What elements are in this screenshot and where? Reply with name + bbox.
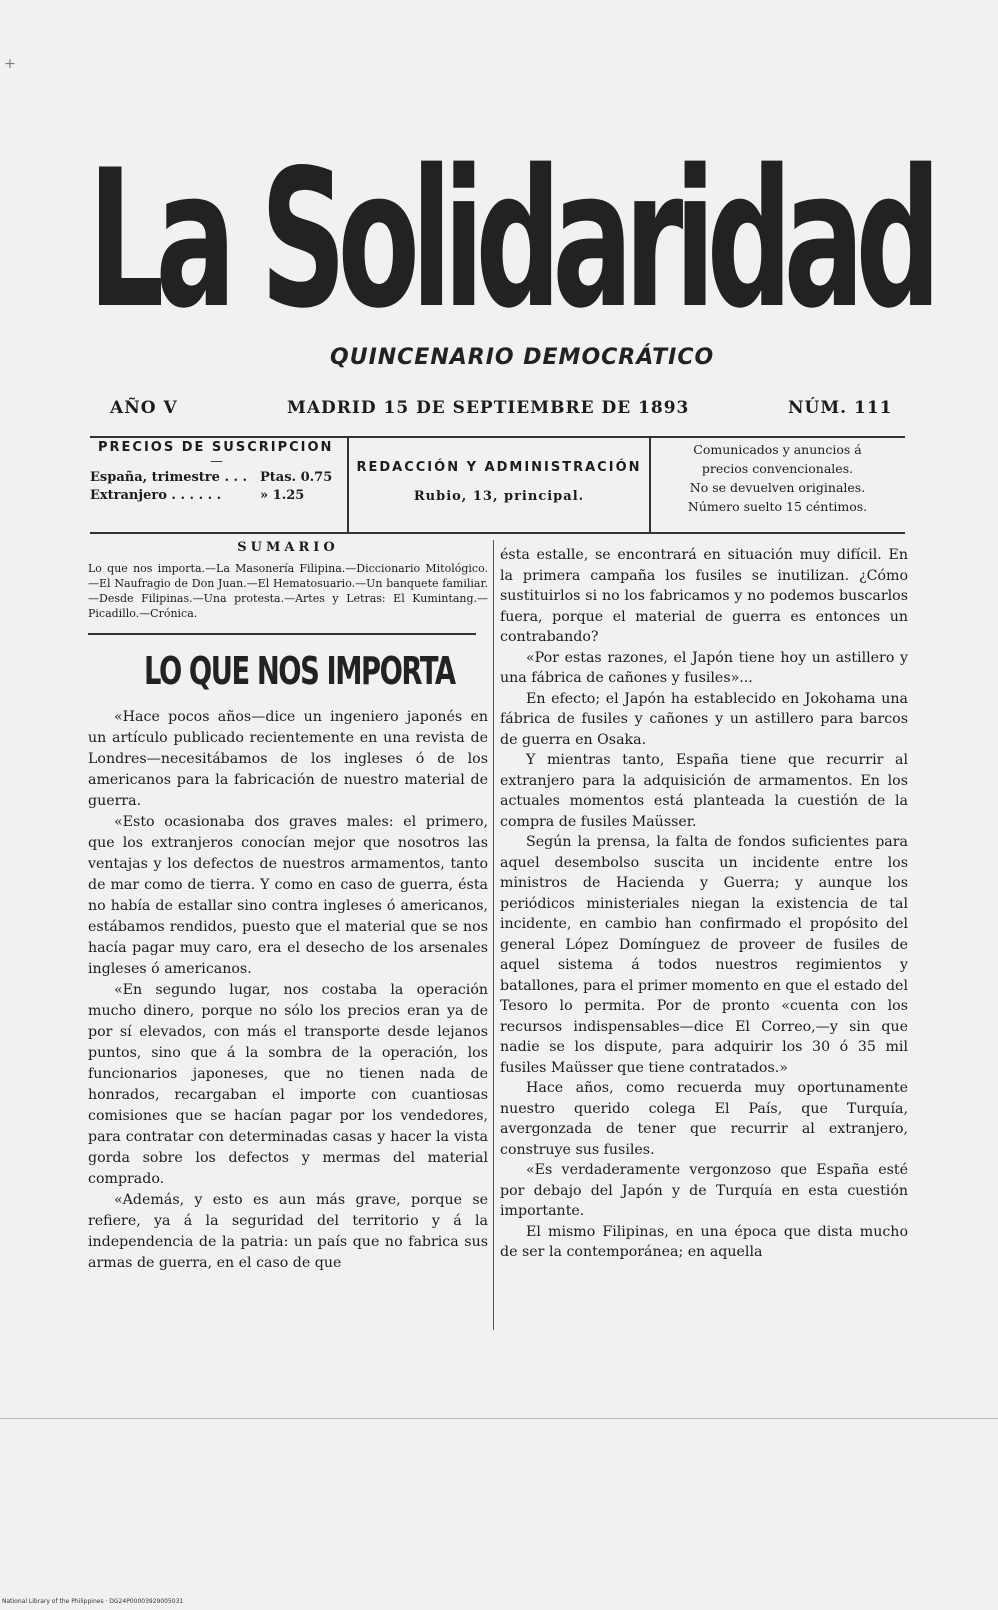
notices-box (650, 440, 905, 532)
article-paragraph: «Hace pocos años—dice un ingeniero japonés en un artículo publicado recientemente en una revista de Londres—necesitábamos de los ingleses ó de los americanos para la fabricación de nuestro material de guerra. (88, 709, 488, 809)
article-continuation: ésta estalle, se encontrará en situación muy difícil. En la primera campaña los fusiles se inutilizan. ¿Cómo sustituirlos si no los fabricamos y no podemos buscarlos fuera, porque el material de guerra es entonces un contrabando? (500, 547, 908, 645)
issue-date: MADRID 15 DE SEPTIEMBRE DE 1893 (287, 398, 690, 418)
sumario-text: Lo que nos importa.—La Masonería Filipina.—Diccionario Mitológico.—El Naufragio de Don Juan.—El Hematosuario.—Un banquete familiar.—Desde Filipinas.—Una protesta.—Artes y Letras: El Kumintang.—Picadillo.—Crónica. (88, 562, 488, 620)
administration-box (347, 438, 651, 534)
scan-footer: National Library of the Philippines · DG24P00003929005031 (2, 1598, 184, 1605)
masthead-title: La Solidaridad (88, 129, 933, 350)
article-paragraph: En efecto; el Japón ha establecido en Jokohama una fábrica de fusiles y cañones y un astillero para barcos de guerra en Osaka. (500, 690, 908, 748)
subscription-dash: — (210, 454, 223, 469)
article-rule (88, 633, 476, 635)
article-paragraph: Según la prensa, la falta de fondos suficientes para aquel desembolso suscita un incidente entre los ministros de Hacienda y Guerra; y aunque los periódicos ministeriales niegan la existencia de tal incidente, en cambio han confirmado el propósito del general López Domínguez de proveer de fusiles de aquel sistema á todos nuestros regimientos y batallones, para el primer momento en que el estado del Tesoro lo permita. Por de pronto «cuenta con los recursos indispensables—dice El Correo,—y sin que nadie se los dispute, para adquirir los 30 ó 35 mil fusiles Maüsser que tiene contratados.» (500, 834, 908, 1076)
administration-header: REDACCIÓN Y ADMINISTRACIÓN (356, 460, 642, 475)
left-column (88, 540, 488, 1274)
header-rule-bottom (90, 532, 905, 534)
subscription-header: PRECIOS DE SUSCRIPCION (98, 440, 334, 455)
subscription-price: » 1.25 (260, 488, 305, 503)
subscription-box (90, 440, 345, 532)
article-paragraph: «Además, y esto es aun más grave, porque se refiere, ya á la seguridad del territorio y á la independencia de la patria: un país que no fabrica sus armas de guerra, en el caso de que (88, 1192, 488, 1271)
article-paragraph: Hace años, como recuerda muy oportunamente nuestro querido colega El País, que Turquía, avergonzada de tener que recurrir al extranjero, construye sus fusiles. (500, 1080, 908, 1158)
subscription-label: España, trimestre . . . (90, 470, 248, 485)
notice-line: No se devuelven originales. (689, 480, 866, 495)
issue-number: NÚM. 111 (788, 398, 893, 418)
article-paragraph: «En segundo lugar, nos costaba la operación mucho dinero, porque no sólo los precios eran ya de por sí elevados, con más el transporte desde lejanos puntos, sino que á la sombra de la operación, los funcionarios japoneses, que no tienen nada de honrados, recargaban el importe con cuantiosas comisiones que se hacían pagar por los vendedores, para contratar con determinadas casas y hacer la vista gorda sobre los defectos y mermas del material comprado. (88, 982, 488, 1187)
article-paragraph: Y mientras tanto, España tiene que recurrir al extranjero para la adquisición de armamentos. En los actuales momentos está planteada la cuestión de la compra de fusiles Maüsser. (500, 752, 908, 830)
subscription-label: Extranjero . . . . . . (90, 488, 222, 503)
administration-address: Rubio, 13, principal. (413, 489, 585, 504)
notice-line: Número suelto 15 céntimos. (687, 499, 868, 514)
article-paragraph: «Esto ocasionaba dos graves males: el primero, que los extranjeros conocían mejor que nosotros las ventajas y los defectos de nuestros armamentos, tanto de mar como de tierra. Y como en caso de guerra, ésta no había de estallar sino contra ingleses ó americanos, estábamos rendidos, puesto que el material que se nos hacía pagar muy caro, era el desecho de los arsenales ingleses ó americanos. (88, 814, 488, 977)
subscription-row (90, 469, 345, 487)
masthead-subtitle: QUINCENARIO DEMOCRÁTICO (330, 345, 715, 370)
article-paragraph: «Es verdaderamente vergonzoso que España esté por debajo del Japón y de Turquía en esta cuestión importante. (500, 1162, 908, 1219)
notice-line: precios convencionales. (701, 461, 854, 476)
right-column (500, 545, 908, 1263)
scan-mark: + (4, 56, 16, 72)
article-paragraph: El mismo Filipinas, en una época que dista mucho de ser la contemporánea; en aquella (500, 1223, 908, 1260)
page-bottom-edge (0, 1418, 998, 1419)
article-title: LO QUE NOS IMPORTA (144, 649, 455, 693)
article-paragraph: «Por estas razones, el Japón tiene hoy un astillero y una fábrica de cañones y fusiles»... (500, 649, 908, 686)
issue-year: AÑO V (110, 398, 178, 418)
subscription-price: Ptas. 0.75 (260, 470, 333, 485)
subscription-row (90, 487, 345, 505)
column-divider (493, 540, 494, 1330)
notice-line: Comunicados y anuncios á (693, 442, 862, 457)
sumario-title: SUMARIO (237, 540, 339, 555)
